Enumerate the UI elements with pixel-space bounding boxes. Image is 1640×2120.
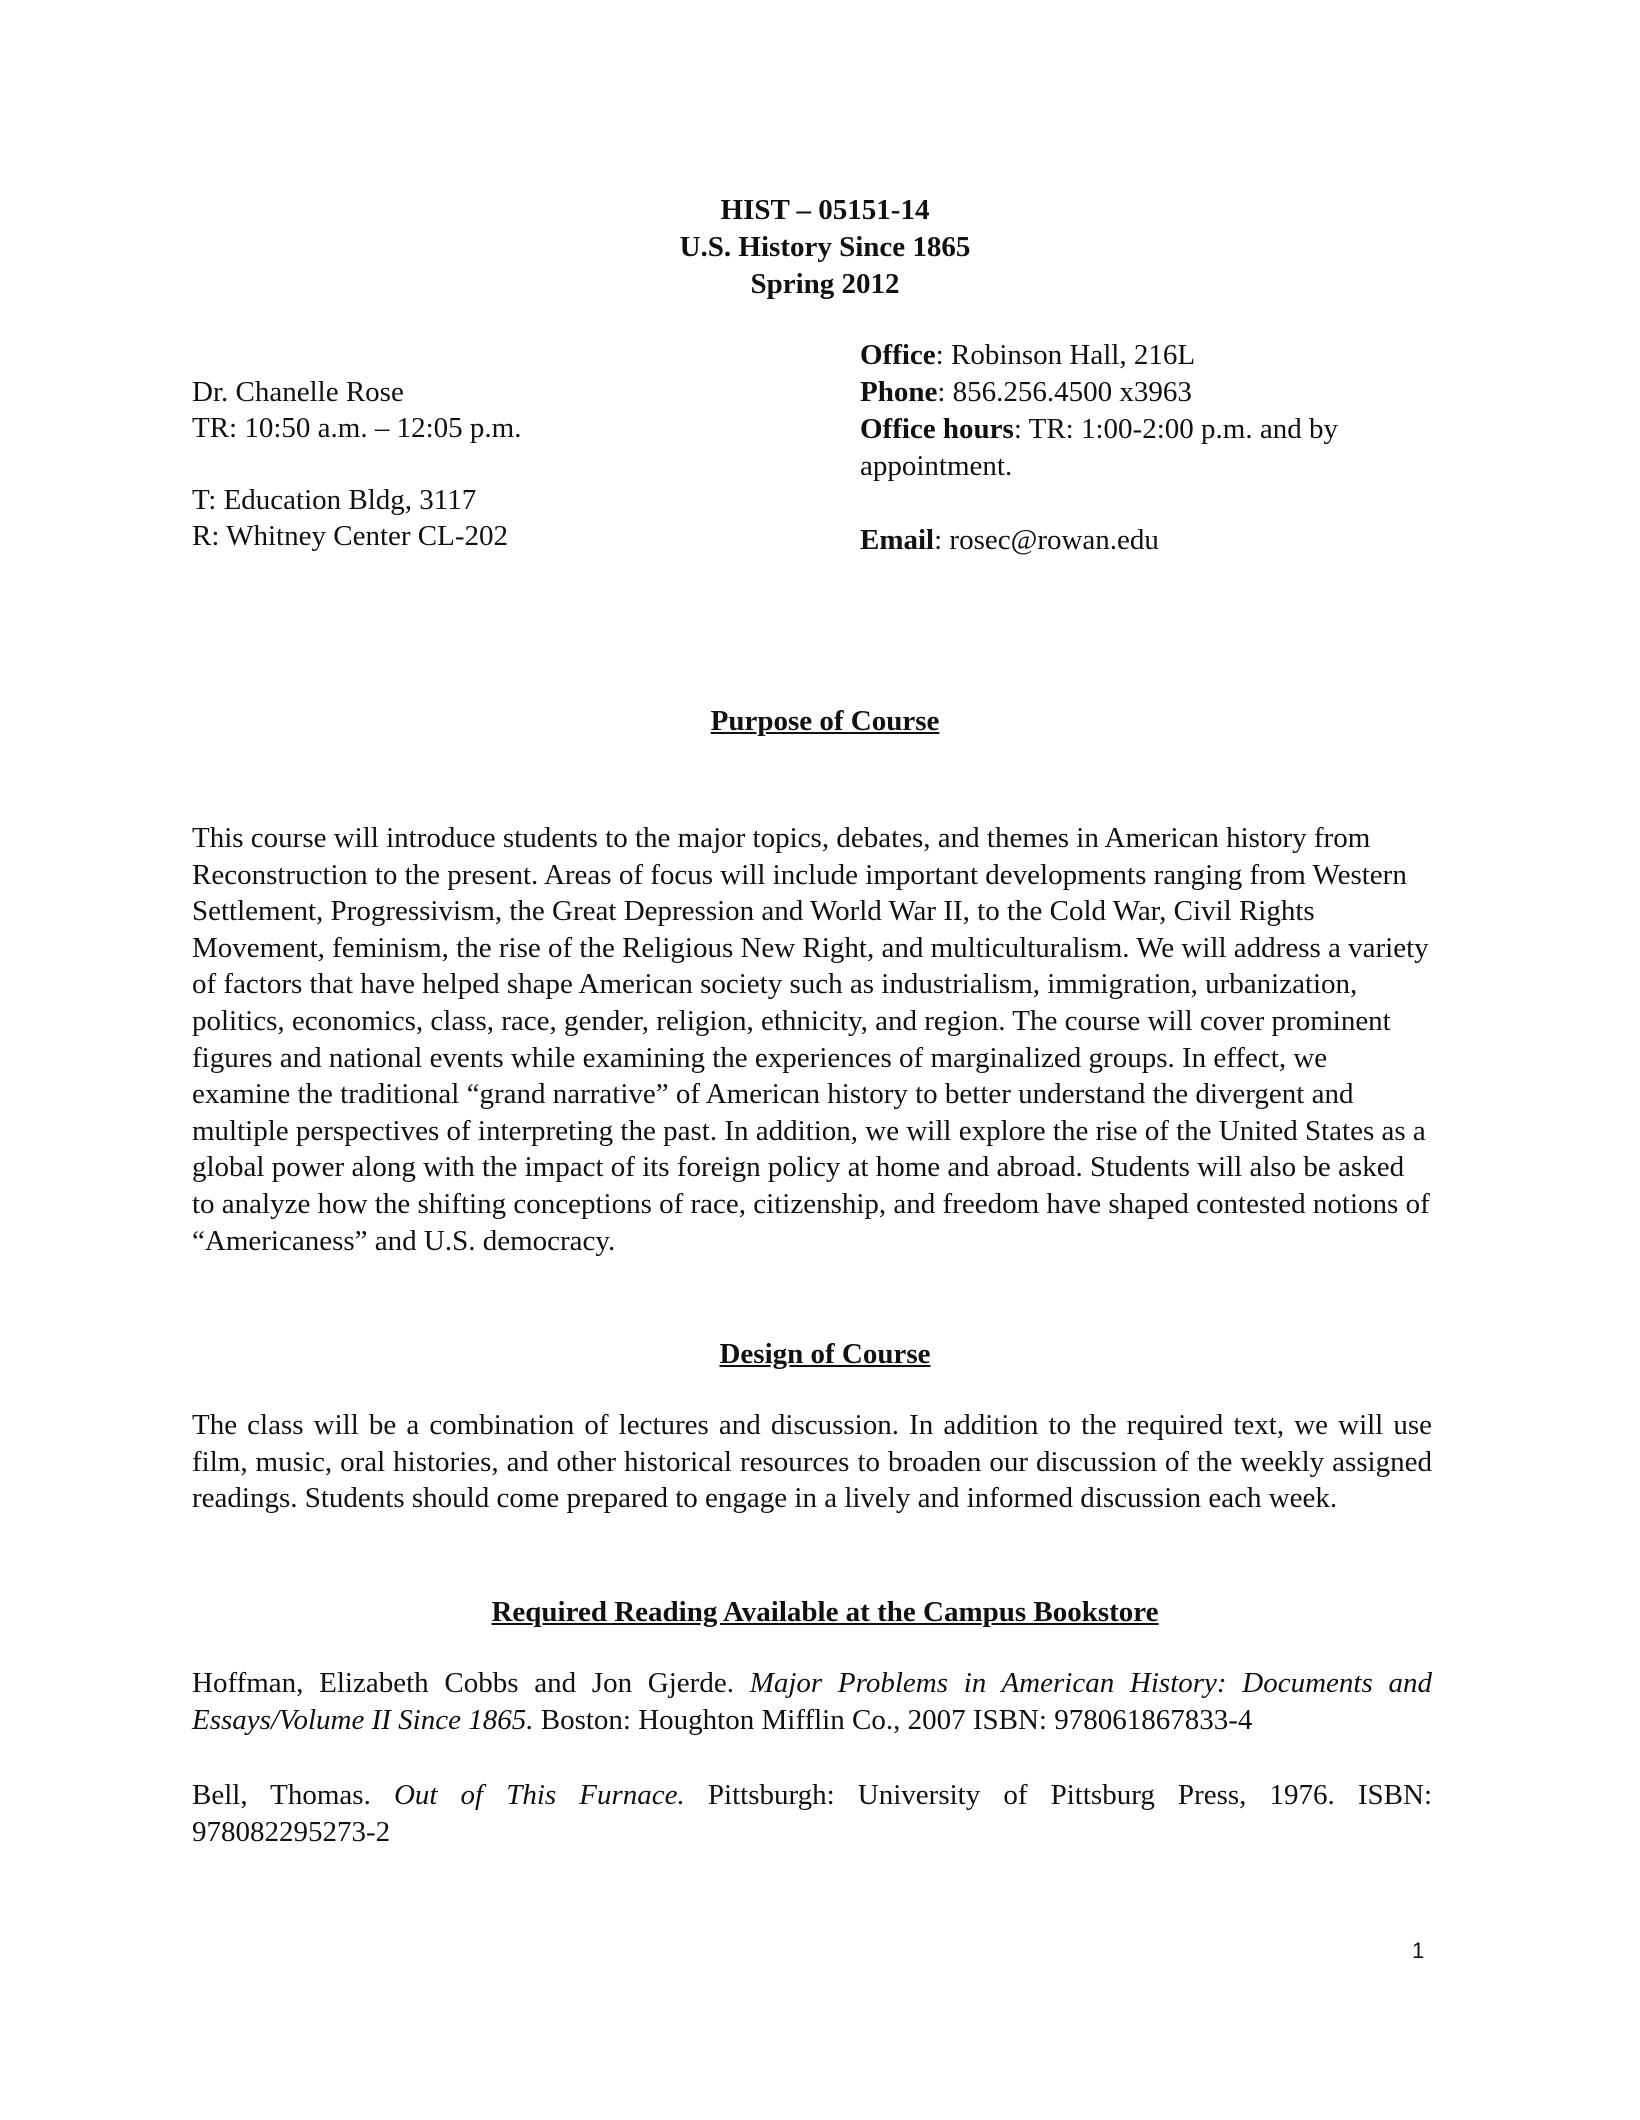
office-value: : Robinson Hall, 216L (935, 339, 1196, 371)
reading-heading: Required Reading Available at the Campus Bookstore (491, 1596, 1159, 1628)
location-thursday: R: Whitney Center CL-202 (192, 520, 508, 552)
email-label: Email (860, 524, 935, 556)
purpose-heading: Purpose of Course (710, 705, 940, 737)
phone-line (860, 374, 1420, 411)
instructor-name: Dr. Chanelle Rose (192, 376, 404, 408)
office-hours-value: : TR: 1:00-2:00 p.m. and by appointment. (860, 413, 1338, 482)
design-heading: Design of Course (719, 1338, 931, 1370)
phone-value: : 856.256.4500 x3963 (937, 376, 1192, 408)
reading-item (192, 1777, 1432, 1850)
reading-title: Major Problems in American History: Documents and Essays/Volume II Since 1865. (192, 1667, 1432, 1736)
email-line (860, 522, 1420, 559)
reading-item (192, 1665, 1432, 1738)
reading-title: Out of This Furnace. (393, 1779, 685, 1811)
office-label: Office (860, 339, 936, 371)
course-title-block (0, 192, 1640, 303)
office-hours-label: Office hours (860, 413, 1014, 445)
contact-info (860, 337, 1420, 559)
reading-authors: Hoffman, Elizabeth Cobbs and Jon Gjerde. (192, 1667, 734, 1699)
course-title: U.S. History Since 1865 (679, 231, 971, 263)
reading-authors: Bell, Thomas. (192, 1779, 371, 1811)
purpose-text: This course will introduce students to the major topics, debates, and themes in American history from Reconstruction to the present. Areas of focus will include important developments ranging from Western Settlement, Progressivism, the Great Depression and World War II, to the Cold War, Civil Rights Movement, feminism, the rise of the Religious New Right, and multiculturalism. We will address a variety of factors that have helped shape American society such as industrialism, immigration, urbanization, politics, economics, class, race, gender, religion, ethnicity, and region. The course will cover prominent figures and national events while examining the experiences of marginalized groups. In effect, we examine the traditional “grand narrative” of American history to better understand the divergent and multiple perspectives of interpreting the past. In addition, we will explore the rise of the United States as a global power along with the impact of its foreign policy at home and abroad. Students will also be asked to analyze how the shifting conceptions of race, citizenship, and freedom have shaped contested notions of “Americaness” and U.S. democracy. (192, 822, 1430, 1257)
course-code: HIST – 05151-14 (720, 194, 930, 226)
course-term: Spring 2012 (750, 268, 900, 300)
class-schedule: TR: 10:50 a.m. – 12:05 p.m. (192, 412, 522, 444)
location-tuesday: T: Education Bldg, 3117 (192, 484, 477, 516)
phone-label: Phone (860, 376, 938, 408)
email-value: : rosec@rowan.edu (934, 524, 1159, 556)
design-text: The class will be a combination of lectures and discussion. In addition to the required text, we will use film, music, oral histories, and other historical resources to broaden our discussion of the weekly assigned readings. Students should come prepared to engage in a lively and informed discussion each week. (192, 1409, 1432, 1515)
page-number: 1 (1412, 1938, 1425, 1963)
office-hours-line (860, 411, 1420, 485)
office-line (860, 337, 1420, 374)
instructor-info (192, 374, 521, 554)
reading-publication: Boston: Houghton Mifflin Co., 2007 ISBN: 978061867833-4 (540, 1703, 1253, 1736)
reading-publication: Pittsburgh: University of Pittsburg Press, 1976. ISBN: 978082295273-2 (192, 1779, 1433, 1848)
